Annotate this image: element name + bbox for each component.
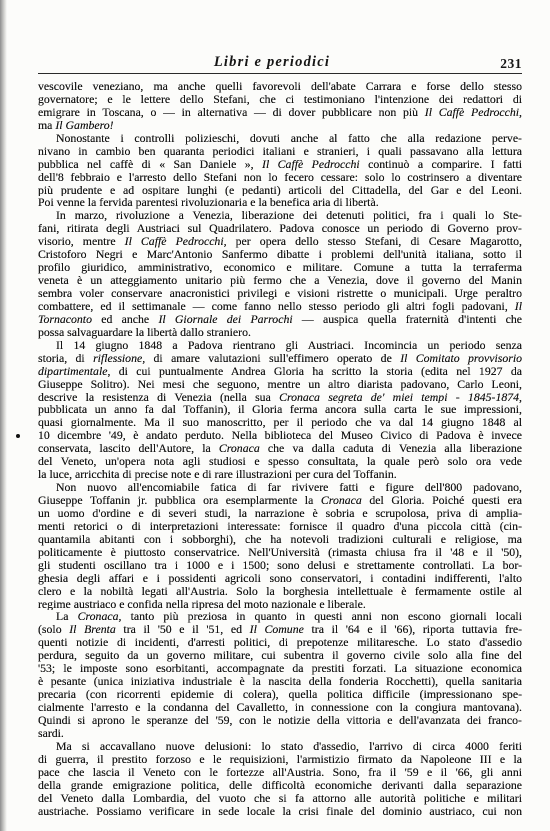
text-line bbox=[38, 701, 522, 714]
text-line bbox=[38, 287, 522, 300]
text-line bbox=[38, 261, 522, 274]
text-line bbox=[38, 339, 522, 352]
text-line bbox=[38, 753, 522, 766]
italic-text: riflessione, bbox=[93, 351, 146, 365]
article-body bbox=[38, 80, 522, 817]
text-line bbox=[38, 145, 522, 158]
paragraph bbox=[38, 740, 522, 818]
text-line bbox=[38, 391, 522, 404]
text-run: austriache. Possiamo verificare in sede locale la crisi finale del dominio austriaco, cui non bbox=[38, 804, 522, 818]
text-run: Poi venne la fervida parentesi rivoluzionaria e la benefica aria di libertà. bbox=[38, 196, 379, 210]
text-run: '53; le imposte sono esorbitanti, accompagnate da prestiti forzati. La situazione economica bbox=[38, 662, 522, 676]
text-run: tra il '64 e il '66), riporta tuttavia fre- bbox=[303, 623, 522, 637]
italic-text: Il Caffè Pedrocchi, bbox=[424, 105, 522, 119]
text-line bbox=[38, 352, 522, 365]
text-line bbox=[38, 222, 522, 235]
text-line bbox=[38, 158, 522, 171]
text-run: quantamila abitanti con i sobborghi), che ha notevoli tradizioni culturali e religiose, ma bbox=[38, 532, 522, 546]
text-run: sardi. bbox=[38, 726, 64, 740]
text-run: ed anche bbox=[91, 312, 159, 326]
text-line bbox=[38, 184, 522, 197]
text-run: politicamente è piuttosto conservatrice. Nell'Università (rimasta chiusa fra il '48 e il '50), bbox=[38, 545, 522, 559]
text-line bbox=[38, 468, 522, 481]
italic-text: Tornaconto bbox=[38, 312, 92, 326]
paragraph bbox=[38, 610, 522, 739]
italic-text: Cronaca bbox=[218, 442, 260, 456]
text-run: dell'8 febbraio e l'arresto dello Stefani non lo fecero cessare: solo lo costrinsero a diventare bbox=[38, 170, 522, 184]
text-run: pubblica nel caffè di « San Daniele », bbox=[38, 157, 263, 171]
text-line bbox=[38, 792, 522, 805]
text-run: Ma si accavallano nuove delusioni: lo stato d'assedio, l'arrivo di circa 4000 feriti bbox=[56, 739, 522, 753]
text-run: Nonostante i controlli polizieschi, dovuti anche al fatto che alla redazione perve- bbox=[56, 131, 522, 145]
text-line bbox=[38, 533, 522, 546]
text-line bbox=[38, 494, 522, 507]
text-line bbox=[38, 196, 522, 209]
text-run: tanto più preziosa in quanto in questi anni non escono giornali locali bbox=[121, 610, 522, 624]
text-run: quasi giornalmente. Ma il suo manoscritto, per il periodo che va dal 14 giugno 1848 al bbox=[38, 416, 522, 430]
text-run: del Gloria. Poiché questi era bbox=[361, 494, 522, 507]
text-line bbox=[38, 442, 522, 455]
text-run: veneta è un atteggiamento unitario più fermo che a Venezia, dove il governo del Manin bbox=[38, 274, 522, 287]
text-run: della grande emigrazione politica, delle difficoltà economiche derivanti dalla separazione bbox=[38, 778, 522, 792]
text-line bbox=[38, 727, 522, 740]
text-run: clero e la nobiltà legati all'Austria. Solo la borghesia intellettuale è fermamente ostile al bbox=[38, 584, 522, 598]
text-line bbox=[38, 313, 522, 326]
text-run: quenti notizie di incidenti, d'arresti politici, di prepotenze militaresche. Lo stato d'assedio bbox=[38, 636, 522, 650]
text-line bbox=[38, 80, 522, 93]
text-run: ma bbox=[38, 118, 56, 132]
text-line bbox=[38, 623, 522, 636]
text-line bbox=[38, 662, 522, 675]
text-run: emigrare in Toscana, o — in alternativa — di dover pubblicare non più bbox=[38, 105, 425, 119]
text-run: che va dalla caduta di Venezia alla liberazione bbox=[259, 442, 522, 456]
text-line bbox=[38, 378, 522, 391]
paragraph bbox=[38, 481, 522, 610]
text-run: Il 14 giugno 1848 a Padova rientrano gli Austriaci. Incomincia un periodo senza bbox=[56, 338, 522, 352]
text-run: pubblicata un anno fa dal Toffanin), il Gloria ferma ancora sulla carta le sue impressioni, bbox=[38, 403, 522, 417]
text-line bbox=[38, 326, 522, 339]
text-run: ghesia degli affari e i possidenti agricoli sono conservatori, i contadini indifferenti, l'alto bbox=[38, 571, 522, 585]
text-line bbox=[38, 93, 522, 106]
text-run: (solo bbox=[38, 623, 70, 637]
text-line bbox=[38, 805, 522, 818]
text-run: vescovile veneziano, ma anche quelli favorevoli dell'abate Carrara e forse dello stesso bbox=[38, 80, 522, 93]
text-run: per opera dello stesso Stefani, di Cesare Magarotto, bbox=[226, 235, 522, 249]
text-run: La bbox=[56, 610, 78, 624]
paragraph bbox=[38, 80, 522, 132]
text-run: Giuseppe Solitro). Nei mesi che seguono, mentre un altro diarista padovano, Carlo Leoni, bbox=[38, 377, 522, 391]
text-run: pace che lascia il Veneto con le fortezze all'Austria. Sono, fra il '59 e il '66, gli anni bbox=[38, 765, 522, 779]
text-line bbox=[38, 235, 522, 248]
scan-page-edge bbox=[0, 0, 7, 831]
italic-text: Il Caffè Pedrocchi, bbox=[124, 235, 227, 249]
text-line bbox=[38, 585, 522, 598]
italic-text: Il bbox=[514, 299, 522, 313]
text-run: Non nuovo all'encomiabile fatica di far rivivere fatti e figure dell'800 padovano, bbox=[56, 481, 522, 494]
text-run: governatore; e le lettere dello Stefani, che ci testimoniano l'intenzione dei redattori di bbox=[38, 92, 522, 106]
text-run: In marzo, rivoluzione a Venezia, liberazione dei detenuti politici, fra i quali lo Ste- bbox=[56, 209, 522, 223]
margin-dot bbox=[16, 434, 20, 438]
text-run: regime austriaco e confida nella ripresa del moto nazionale e liberale. bbox=[38, 597, 366, 611]
text-line bbox=[38, 610, 522, 623]
text-run: Quindi si aprono le speranze del '59, con le notizie della vittoria e dell'avanzata dei franco- bbox=[38, 713, 522, 727]
text-line bbox=[38, 429, 522, 442]
text-line bbox=[38, 779, 522, 792]
text-line bbox=[38, 649, 522, 662]
text-line bbox=[38, 598, 522, 611]
text-line bbox=[38, 119, 522, 132]
text-line bbox=[38, 546, 522, 559]
italic-text: Cronaca, bbox=[77, 610, 122, 624]
text-run: combattere, ed il settimanale — come fanno nello stesso periodo gli altri fogli padovani, bbox=[38, 299, 515, 313]
text-line bbox=[38, 416, 522, 429]
text-run: tra il '50 e il '51, ed bbox=[115, 623, 250, 637]
text-line bbox=[38, 132, 522, 145]
italic-text: Il Brenta bbox=[69, 623, 116, 637]
italic-text: Il Comune bbox=[249, 623, 304, 637]
text-line bbox=[38, 507, 522, 520]
text-run: la luce, arricchita di precise note e di rare illustrazioni per cura del Toffanin. bbox=[38, 468, 397, 482]
text-run: descrive la resistenza di Venezia (nella sua bbox=[38, 390, 280, 404]
italic-text: Cronaca bbox=[320, 494, 362, 507]
text-run: un uomo d'ordine e di severi studi, la narrazione è sobria e scrupolosa, priva di amplia- bbox=[38, 506, 522, 520]
text-line bbox=[38, 714, 522, 727]
text-run: continuò a comparire. I fatti bbox=[359, 157, 522, 171]
italic-text: dipartimentale bbox=[38, 364, 108, 378]
paragraph bbox=[38, 132, 522, 210]
text-run: storia, di bbox=[38, 351, 94, 365]
italic-text: Il Comitato provvisorio bbox=[400, 351, 522, 365]
text-line bbox=[38, 636, 522, 649]
text-line bbox=[38, 209, 522, 222]
italic-text: Il Caffè Pedrocchi bbox=[262, 157, 360, 171]
text-run: profilo giuridico, amministrativo, economico e militare. Comune a tutta la terraferma bbox=[38, 261, 522, 275]
header-rule bbox=[38, 73, 522, 74]
text-run: Giuseppe Toffanin jr. pubblica ora esemplarmente la bbox=[38, 494, 321, 507]
text-run: , di cui puntualmente Andrea Gloria ha scritto la storia (edita nel 1927 da bbox=[107, 364, 522, 378]
text-run: gli studenti oscillano tra i 1000 e i 1500; sono delusi e strettamente controllati. La bor- bbox=[38, 558, 522, 572]
text-line bbox=[38, 300, 522, 313]
text-line bbox=[38, 403, 522, 416]
text-run: conservata, lascito dell'Autore, la bbox=[38, 442, 219, 456]
text-run: — auspica quella fraternità d'intenti che bbox=[292, 312, 522, 326]
text-run: perdura, seguito da un governo militare, cui subentra il governo civile solo alla fine del bbox=[38, 649, 522, 663]
italic-text: Il Gambero! bbox=[55, 118, 114, 132]
text-run: possa salvaguardare la libertà dallo straniero. bbox=[38, 325, 251, 339]
paragraph bbox=[38, 209, 522, 338]
page-number: 231 bbox=[500, 56, 522, 71]
text-line bbox=[38, 274, 522, 287]
text-run: Cristoforo Negri e Marc'Antonio Sanfermo dibatte i problemi dell'unità italiana, sotto il bbox=[38, 248, 522, 262]
text-run: nivano in cambio ben quaranta periodici italiani e stranieri, i quali passavano alla lettura bbox=[38, 144, 522, 158]
text-line bbox=[38, 481, 522, 494]
paragraph bbox=[38, 339, 522, 481]
text-run: del Veneto dalla Lombardia, del vuoto che si fa attorno alle autorità politiche e militari bbox=[38, 791, 522, 805]
text-line bbox=[38, 559, 522, 572]
text-line bbox=[38, 248, 522, 261]
text-run: precaria (con ricorrenti epidemie di colera), quella politica difficile (impressionano spe- bbox=[38, 688, 522, 701]
text-line bbox=[38, 365, 522, 378]
text-line bbox=[38, 572, 522, 585]
text-run: cialmente l'arresto e la condanna del Cavalletto, in connessione con la congiura mantovana). bbox=[38, 701, 522, 714]
text-line bbox=[38, 740, 522, 753]
text-line bbox=[38, 106, 522, 119]
text-line bbox=[38, 520, 522, 533]
text-run: di amare valutazioni sull'effimero operato de bbox=[145, 351, 401, 365]
italic-text: Il Giornale dei Parrochi bbox=[158, 312, 293, 326]
text-line bbox=[38, 455, 522, 468]
text-run: è pesante (unica iniziativa industriale è la nascita della fonderia Rocchetti), quella sanitaria bbox=[38, 675, 522, 689]
text-run: menti retorici o di interpretazioni interessate: fornisce il quadro d'una piccola città (cin- bbox=[38, 519, 522, 533]
text-run: più prudente e ad ospitare lunghi (e pedanti) articoli del Cittadella, del Gar e del Leoni. bbox=[38, 183, 522, 197]
running-head-title: Libri e periodici bbox=[213, 54, 331, 70]
text-line bbox=[38, 766, 522, 779]
text-run: 10 dicembre '49, è andato perduto. Nella biblioteca del Museo Civico di Padova è invece bbox=[38, 429, 522, 443]
italic-text: Cronaca segreta de' miei tempi - 1845-1874, bbox=[279, 390, 522, 404]
text-line bbox=[38, 675, 522, 688]
text-run: del Veneto, un'opera nota agli studiosi e spesso consultata, la quale però solo ora vede bbox=[38, 455, 522, 469]
text-line bbox=[38, 171, 522, 184]
text-line bbox=[38, 688, 522, 701]
text-run: visorio, mentre bbox=[38, 235, 125, 249]
text-run: fani, ritirata degli Austriaci sul Quadrilatero. Padova conosce un periodo di Governo prov- bbox=[38, 222, 522, 236]
text-run: di guerra, il prestito forzoso e le requisizioni, l'armistizio firmato da Napoleone III e la bbox=[38, 752, 522, 766]
text-run: sembra voler conservare anacronistici privilegi e visioni ristrette o municipali. Urge peraltro bbox=[38, 287, 522, 300]
